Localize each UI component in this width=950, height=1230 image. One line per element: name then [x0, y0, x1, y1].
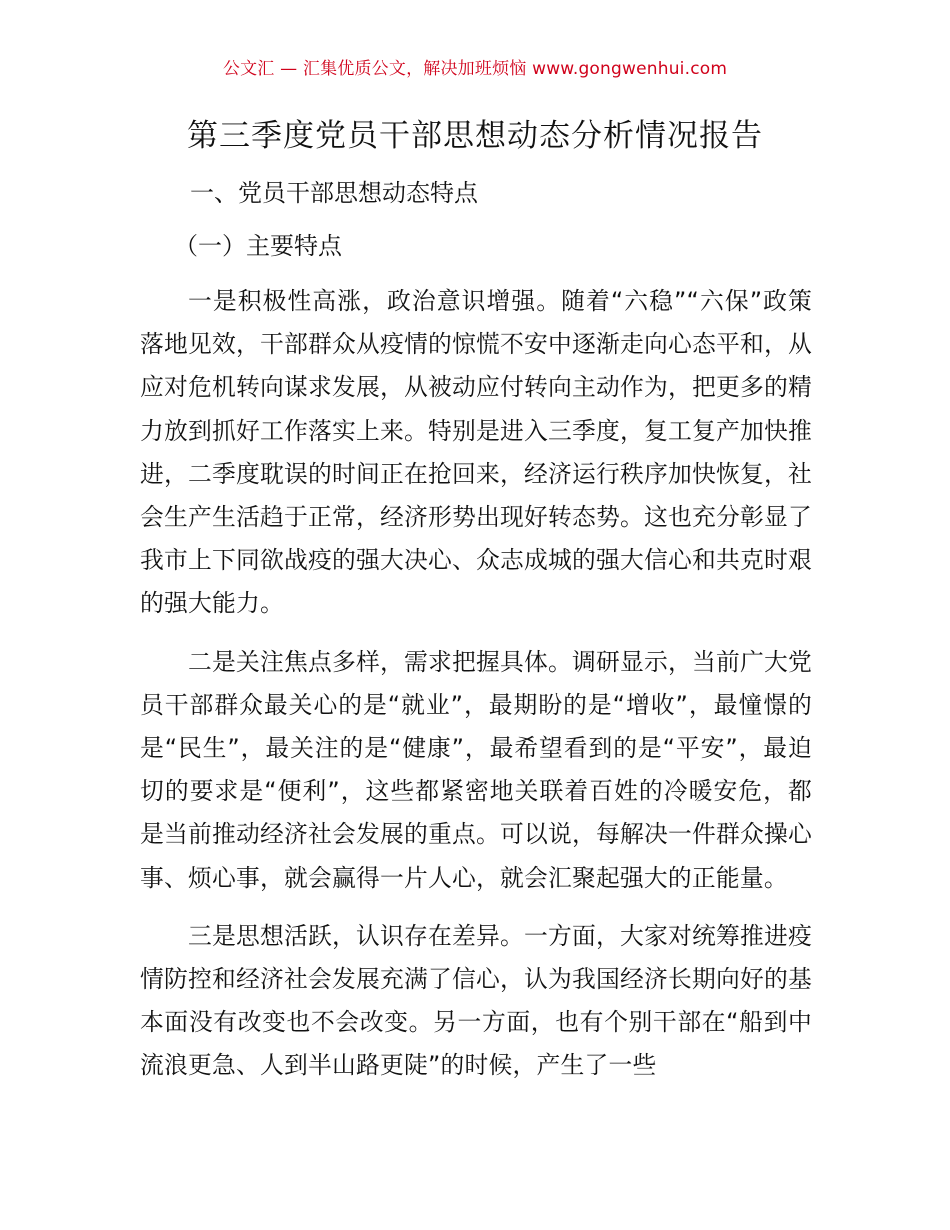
document-body [140, 280, 812, 1103]
section-heading-1: 一、党员干部思想动态特点 [190, 179, 478, 207]
paragraph-2: 二是关注焦点多样，需求把握具体。调研显示，当前广大党员干部群众最关心的是“就业”，最期盼的是“增收”，最憧憬的是“民生”，最关注的是“健康”，最希望看到的是“平安”，最迫切的要求是“便利”，这些都紧密地关联着百姓的冷暖安危，都是当前推动经济社会发展的重点。可以说，每解决一件群众操心事、烦心事，就会赢得一片人心，就会汇聚起强大的正能量。 [140, 647, 812, 892]
subsection-heading-1: （一）主要特点 [174, 232, 342, 260]
paragraph-3: 三是思想活跃，认识存在差异。一方面，大家对统筹推进疫情防控和经济社会发展充满了信心，认为我国经济长期向好的基本面没有改变也不会改变。另一方面，也有个别干部在“船到中流浪更急、人到半山路更陡”的时候，产生了一些 [140, 921, 812, 1080]
document-title: 第三季度党员干部思想动态分析情况报告 [187, 118, 763, 154]
paragraph-1: 一是积极性高涨，政治意识增强。随着“六稳”“六保”政策落地见效，干部群众从疫情的惊慌不安中逐渐走向心态平和，从应对危机转向谋求发展，从被动应付转向主动作为，把更多的精力放到抓好工作落实上来。特别是进入三季度，复工复产加快推进，二季度耽误的时间正在抢回来，经济运行秩序加快恢复，社会生产生活趋于正常，经济形势出现好转态势。这也充分彰显了我市上下同欲战疫的强大决心、众志成城的强大信心和共克时艰的强大能力。 [140, 287, 812, 618]
source-banner[interactable]: 公文汇 — 汇集优质公文，解决加班烦恼 www.gongwenhui.com [222, 59, 728, 79]
